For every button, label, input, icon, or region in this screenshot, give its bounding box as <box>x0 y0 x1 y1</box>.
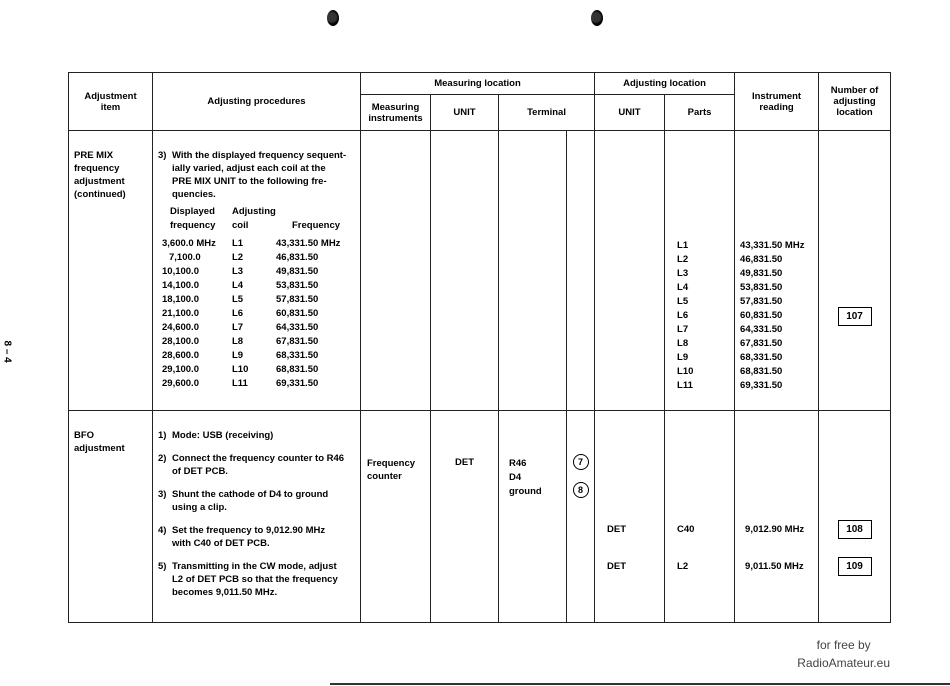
part: L2 <box>677 254 689 265</box>
col-frequency: Frequency <box>292 220 341 231</box>
premix-parts <box>665 131 735 411</box>
bfo-step <box>158 560 360 599</box>
bfo-item <box>69 411 153 623</box>
terminal: R46 <box>509 458 527 469</box>
meas-unit: DET <box>455 457 474 468</box>
freq: 69,331.50 <box>276 378 319 389</box>
coil: L1 <box>232 238 244 249</box>
terminal: ground <box>509 486 542 497</box>
freq: 53,831.50 <box>276 280 319 291</box>
step-text-line: becomes 9,011.50 MHz. <box>172 587 278 598</box>
header-parts: Parts <box>665 95 735 131</box>
disp-freq: 14,100.0 <box>162 280 199 291</box>
coil: L5 <box>232 294 244 305</box>
bfo-item-line: adjustment <box>74 443 125 454</box>
step-text-line: quencies. <box>172 189 216 200</box>
freq-row <box>162 349 356 363</box>
part: L3 <box>677 268 689 279</box>
freq: 67,831.50 <box>276 336 319 347</box>
premix-item <box>69 131 153 411</box>
part: L9 <box>677 352 689 363</box>
reading: 57,831.50 <box>740 296 783 307</box>
step-text-line: L2 of DET PCB so that the frequency <box>172 574 338 585</box>
coil: L6 <box>232 308 244 319</box>
bfo-step <box>158 429 360 442</box>
freq: 46,831.50 <box>276 252 319 263</box>
step-text-line: Shunt the cathode of D4 to ground <box>172 489 329 500</box>
step-number: 5) <box>158 561 167 572</box>
punch-hole-right <box>591 10 603 26</box>
freq: 64,331.50 <box>276 322 319 333</box>
reading: 67,831.50 <box>740 338 783 349</box>
adjustment-table <box>68 72 891 623</box>
reading: 69,331.50 <box>740 380 783 391</box>
coil: L11 <box>232 378 248 389</box>
freq: 57,831.50 <box>276 294 319 305</box>
freq-row <box>162 279 356 293</box>
header-unit-adjusting: UNIT <box>595 95 665 131</box>
step-text-line: Set the frequency to 9,012.90 MHz <box>172 525 326 536</box>
instrument-line: Frequency <box>367 458 416 469</box>
part: L1 <box>677 240 689 251</box>
freq-row <box>162 265 356 279</box>
punch-hole-left <box>327 10 339 26</box>
reading: 68,331.50 <box>740 352 783 363</box>
reading: 60,831.50 <box>740 310 783 321</box>
header-measuring-instruments: Measuring instruments <box>361 95 431 131</box>
col-displayed-frequency: Displayed <box>170 206 215 217</box>
reading: 53,831.50 <box>740 282 783 293</box>
step-number: 2) <box>158 453 167 464</box>
step-number: 1) <box>158 430 167 441</box>
premix-item-line: (continued) <box>74 189 126 200</box>
bfo-step <box>158 488 360 514</box>
part: L5 <box>677 296 689 307</box>
header-measuring-location: Measuring location <box>361 73 595 95</box>
step-number: 3) <box>158 150 167 161</box>
freq-row <box>162 335 356 349</box>
freq: 68,831.50 <box>276 364 319 375</box>
premix-measuring-instruments <box>361 131 431 411</box>
freq-row <box>162 363 356 377</box>
coil: L8 <box>232 336 244 347</box>
freq-row <box>162 377 356 391</box>
header-unit: UNIT <box>431 95 499 131</box>
bfo-measuring-instruments <box>361 411 431 623</box>
bfo-procedure <box>153 411 361 623</box>
disp-freq: 24,600.0 <box>162 322 199 333</box>
premix-item-line: PRE MIX <box>74 150 114 161</box>
part: L4 <box>677 282 689 293</box>
coil: L7 <box>232 322 244 333</box>
disp-freq: 29,100.0 <box>162 364 199 375</box>
location-number-box: 109 <box>838 557 872 576</box>
footer-line-2: RadioAmateur.eu <box>797 656 890 670</box>
freq: 68,331.50 <box>276 350 319 361</box>
premix-terminal <box>499 131 567 411</box>
step-text-line: Connect the frequency counter to R46 <box>172 453 345 464</box>
step-text-line: With the displayed frequency sequent- <box>172 150 347 161</box>
location-number-box: 107 <box>838 307 872 326</box>
premix-terminal-mark <box>567 131 595 411</box>
part: L11 <box>677 380 693 391</box>
step-number: 3) <box>158 489 167 500</box>
step-text-line: Transmitting in the CW mode, adjust <box>172 561 337 572</box>
reading: 43,331.50 MHz <box>740 240 805 251</box>
header-adjusting-location: Adjusting location <box>595 73 735 95</box>
freq: 60,831.50 <box>276 308 319 319</box>
bfo-step <box>158 452 360 478</box>
freq: 43,331.50 MHz <box>276 238 341 249</box>
premix-item-line: frequency <box>74 163 120 174</box>
step-text-line: ially varied, adjust each coil at the <box>172 163 326 174</box>
bfo-terminal-marks <box>567 411 595 623</box>
adj-unit: DET <box>607 524 627 535</box>
premix-adj-unit <box>595 131 665 411</box>
bfo-step <box>158 524 360 550</box>
terminal: D4 <box>509 472 522 483</box>
disp-freq: 28,600.0 <box>162 350 199 361</box>
disp-freq: 28,100.0 <box>162 336 199 347</box>
instrument-line: counter <box>367 471 402 482</box>
bfo-row <box>69 411 891 623</box>
adj-unit: DET <box>607 561 627 572</box>
premix-row <box>69 131 891 411</box>
disp-freq: 3,600.0 MHz <box>162 238 216 249</box>
col-displayed-frequency: frequency <box>170 220 216 231</box>
disp-freq: 18,100.0 <box>162 294 199 305</box>
circled-8-marker: 8 <box>573 482 589 498</box>
bfo-adj-unit <box>595 411 665 623</box>
part: L8 <box>677 338 689 349</box>
header-instrument-reading: Instrument reading <box>735 73 819 131</box>
header-adjusting-procedures: Adjusting procedures <box>153 73 361 131</box>
coil: L3 <box>232 266 244 277</box>
freq-row <box>162 321 356 335</box>
bfo-terminal <box>499 411 567 623</box>
reading: 49,831.50 <box>740 268 783 279</box>
freq-row <box>162 237 356 251</box>
bottom-rule <box>330 683 950 685</box>
frequency-table <box>162 205 356 391</box>
page-number: 8 – 4 <box>1 340 13 363</box>
premix-location-number <box>819 131 891 411</box>
part: L2 <box>677 561 689 572</box>
freq: 49,831.50 <box>276 266 319 277</box>
coil: L9 <box>232 350 244 361</box>
disp-freq: 7,100.0 <box>169 252 201 263</box>
bfo-meas-unit <box>431 411 499 623</box>
step-text-line: Mode: USB (receiving) <box>172 430 274 441</box>
col-adjusting-coil: Adjusting <box>232 206 276 217</box>
coil: L4 <box>232 280 244 291</box>
reading: 68,831.50 <box>740 366 783 377</box>
reading: 46,831.50 <box>740 254 783 265</box>
part: L10 <box>677 366 694 377</box>
bfo-item-line: BFO <box>74 430 95 441</box>
bfo-readings <box>735 411 819 623</box>
premix-item-line: adjustment <box>74 176 125 187</box>
footer-credit <box>797 636 890 672</box>
header-terminal: Terminal <box>499 95 595 131</box>
freq-row <box>162 307 356 321</box>
premix-procedure <box>153 131 361 411</box>
reading: 64,331.50 <box>740 324 783 335</box>
freq-row <box>162 251 356 265</box>
disp-freq: 10,100.0 <box>162 266 199 277</box>
reading: 9,012.90 MHz <box>745 524 805 535</box>
premix-unit <box>431 131 499 411</box>
location-number-box: 108 <box>838 520 872 539</box>
step-text-line: with C40 of DET PCB. <box>172 538 270 549</box>
coil: L10 <box>232 364 249 375</box>
bfo-location-numbers <box>819 411 891 623</box>
part: L7 <box>677 324 689 335</box>
disp-freq: 29,600.0 <box>162 378 199 389</box>
part: C40 <box>677 524 695 535</box>
bfo-parts <box>665 411 735 623</box>
header-adjustment-item: Adjustment item <box>69 73 153 131</box>
step-text-line: of DET PCB. <box>172 466 228 477</box>
step-number: 4) <box>158 525 167 536</box>
premix-readings <box>735 131 819 411</box>
reading: 9,011.50 MHz <box>745 561 804 572</box>
header-number-of-adjusting-location: Number of adjusting location <box>819 73 891 131</box>
part: L6 <box>677 310 689 321</box>
freq-row <box>162 293 356 307</box>
disp-freq: 21,100.0 <box>162 308 199 319</box>
coil: L2 <box>232 252 244 263</box>
footer-line-1: for free by <box>816 638 871 652</box>
col-adjusting-coil: coil <box>232 220 249 231</box>
step-text-line: PRE MIX UNIT to the following fre- <box>172 176 327 187</box>
circled-7-marker: 7 <box>573 454 589 470</box>
step-text-line: using a clip. <box>172 502 227 513</box>
